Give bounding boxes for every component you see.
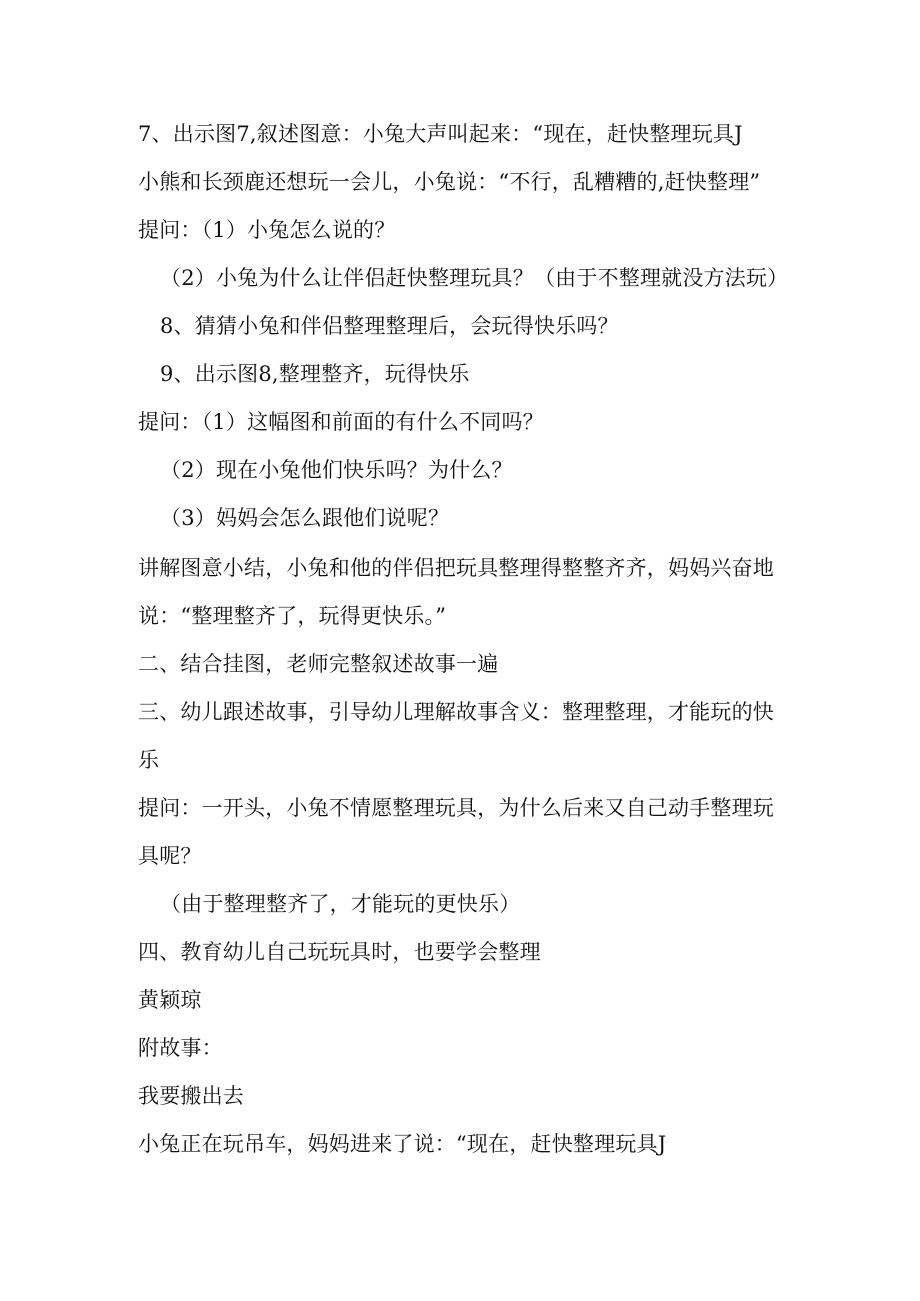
- text-line: （2）现在小兔他们快乐吗？为什么？: [160, 458, 513, 482]
- text-line: 四、教育幼儿自己玩玩具时，也要学会整理: [138, 940, 541, 964]
- text-line: 三、幼儿跟述故事，引导幼儿理解故事含义：整理整理，才能玩的快: [138, 700, 774, 724]
- text-line: 提问：（1）小兔怎么说的？: [138, 218, 396, 242]
- text-line: 讲解图意小结，小兔和他的伴侣把玩具整理得整整齐齐，妈妈兴奋地: [138, 556, 774, 580]
- text-line: 二、结合挂图，老师完整叙述故事一遍: [138, 652, 499, 676]
- text-line: 7、出示图7,叙述图意：小兔大声叫起来：“现在，赶快整理玩具J: [138, 122, 743, 146]
- text-line: 提问：（1）这幅图和前面的有什么不同吗？: [138, 410, 544, 434]
- text-line: （由于整理整齐了，才能玩的更快乐）: [160, 892, 521, 916]
- text-line: 附故事：: [138, 1036, 223, 1060]
- text-line: 黄颖琼: [138, 988, 202, 1012]
- text-line: （3）妈妈会怎么跟他们说呢？: [160, 506, 450, 530]
- text-line: 9、出示图8,整理整齐，玩得快乐: [160, 362, 470, 386]
- text-line: （2）小兔为什么让伴侣赶快整理玩具？（由于不整理就没方法玩）: [160, 266, 789, 290]
- text-line: 说：“整理整齐了，玩得更快乐。”: [138, 604, 447, 628]
- text-line: 提问：一开头，小兔不情愿整理玩具，为什么后来又自己动手整理玩: [138, 796, 774, 820]
- text-line: 乐: [138, 748, 160, 772]
- text-line: 8、猜猜小兔和伴侣整理整理后，会玩得快乐吗？: [160, 314, 619, 338]
- text-line: 我要搬出去: [138, 1084, 244, 1108]
- text-line: 小熊和长颈鹿还想玩一会儿，小兔说：“不行，乱糟糟的,赶快整理”: [138, 170, 761, 194]
- text-line: 具呢？: [138, 844, 202, 868]
- text-line: 小兔正在玩吊车，妈妈进来了说：“现在，赶快整理玩具J: [138, 1132, 667, 1156]
